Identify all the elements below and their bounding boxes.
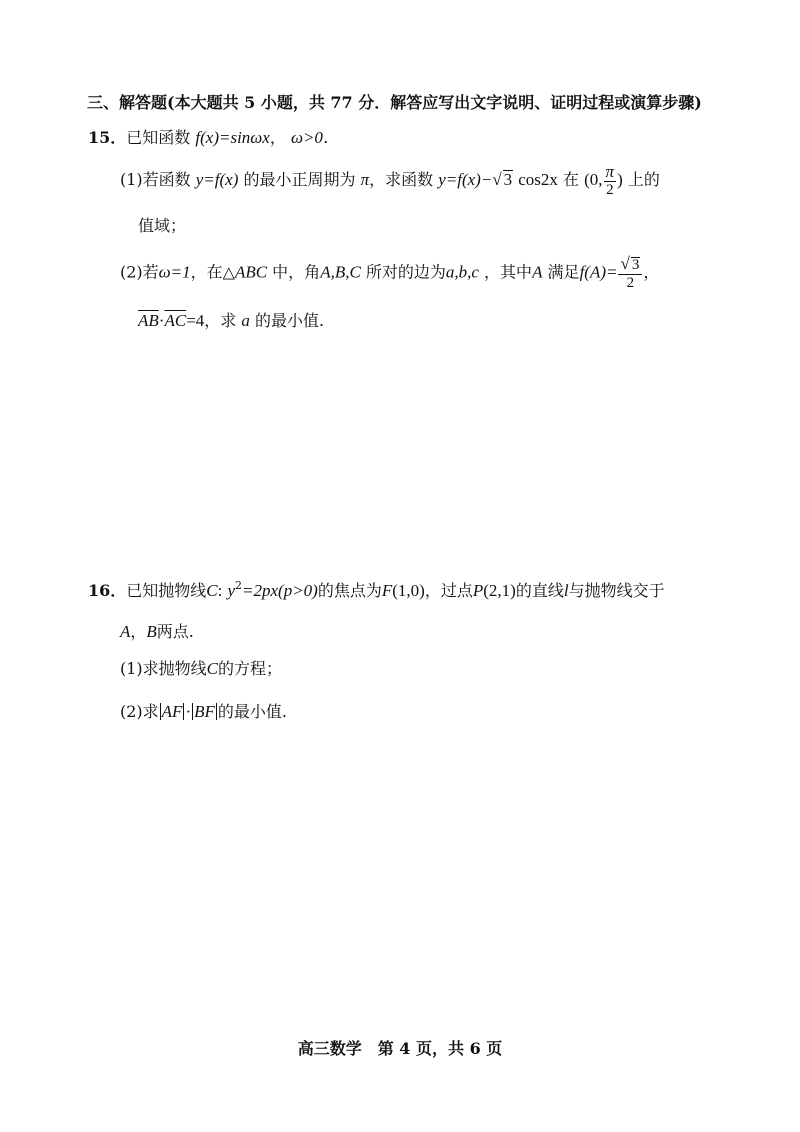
- sqrt-radicand: 3: [503, 170, 513, 189]
- question-15-stem: 15．已知函数 f(x)=sinωx， ω>0．: [88, 128, 340, 147]
- q15-part2-continued: $\overline{AB}\cdot\overline{AC}=4$，求 a 的最小值.: [138, 311, 325, 330]
- stem-text: 已知函数: [126, 128, 191, 147]
- page-footer: 高三数学 第 4 页，共 6 页: [297, 1039, 503, 1058]
- question-number: 16．: [88, 581, 127, 600]
- q16-part1: (1)求抛物线C的方程；: [120, 659, 283, 678]
- question-number: 15．: [88, 128, 127, 147]
- fraction-sqrt3-over-2: $\frac{√ 3}{2}$: [618, 255, 642, 291]
- q16-part2: (2)求 AF · BF 的最小值.: [120, 702, 287, 721]
- q15-part1-continued: 值域；: [138, 216, 187, 235]
- section-heading: 三、解答题(本大题共 5 小题，共 77 分．解答应写出文字说明、证明过程或演算步骤): [87, 93, 702, 112]
- q15-part2: (2)若ω=1，在△ABC 中，角A,B,C 所对的边为a,b,c ，其中A 满足f(A)= $\frac{√ 3}{2}$ ，: [120, 254, 660, 291]
- vector-ab: $\overline{AB}$: [138, 311, 159, 330]
- q15-part1: (1)若函数 y=f(x) 的最小正周期为 π，求函数 y=f(x)−√ 3 cos2x 在 (0, $\frac{\pi}{2}$ ) 上的: [120, 162, 660, 198]
- question-16-stem: 16．已知抛物线C: $y^2=2px(p>0)$的焦点为F(1,0)，过点P(2,1)的直线l与抛物线交于: [88, 579, 665, 600]
- q16-line2: A，B两点.: [120, 622, 194, 641]
- vector-ac: $\overline{AC}$: [164, 311, 187, 330]
- function-definition: f(x)=sinωx: [195, 128, 270, 147]
- fraction-pi-over-2: $\frac{\pi}{2}$: [605, 162, 615, 198]
- omega-condition: ω>0．: [290, 128, 340, 147]
